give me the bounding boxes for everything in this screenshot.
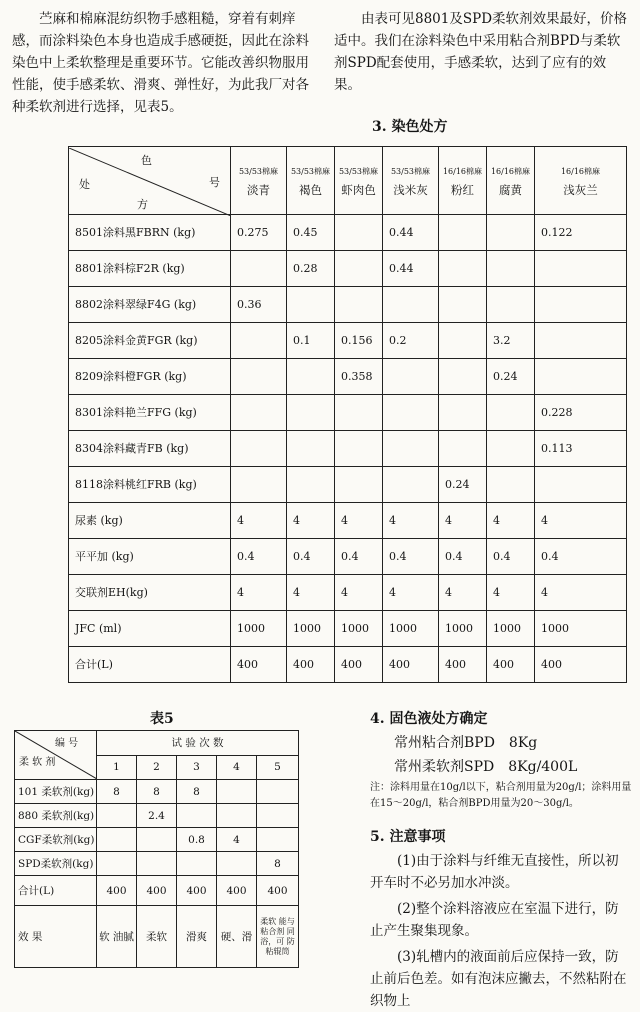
table-cell: 400 [535,647,627,683]
dye-recipe-table [68,146,627,683]
table-cell [439,251,487,287]
table-cell: 8 [97,780,137,804]
table-cell [335,467,383,503]
table-row [69,611,627,647]
table-cell: 400 [137,876,177,906]
row-label: 8802涂料翠绿F4G (kg) [69,287,231,323]
table-cell [335,431,383,467]
table-cell: 0.113 [535,431,627,467]
table-cell: 1000 [487,611,535,647]
table-row [15,906,299,968]
intro-paragraph-right: 由表可见8801及SPD柔软剂效果最好，价格适中。我们在涂料染色中采用粘合剂BPD与柔软剂SPD配套使用，手感柔软，达到了应有的效果。 [334,11,628,93]
color-column-header: 16/16棉麻 腐黄 [487,147,535,215]
table-cell: 0.28 [287,251,335,287]
table-cell: 0.36 [231,287,287,323]
table5-corner-number: 编 号 [55,738,79,749]
table-cell: 400 [177,876,217,906]
fixing-note: 注：涂料用量在10g/l以下，粘合剂用量为20g/l；涂料用量在15～20g/l，粘合剂BPD用量为20～30g/l。 [370,782,632,809]
table-cell [535,359,627,395]
intro-paragraph-left: 苎麻和棉麻混纺织物手感粗糙，穿着有刺痒感，而涂料染色本身也造成手感硬挺，因此在涂料染色中上柔软整理是重要环节。它能改善织物服用性能，使手感柔软、滑爽、弹性好，为此我厂对各种柔软剂进行选择，见表5。 [12,11,309,115]
table-cell: 滑爽 [177,906,217,968]
row-label: JFC (ml) [69,611,231,647]
table-cell: 0.24 [487,359,535,395]
table-cell [177,852,217,876]
table-cell: 柔软 [137,906,177,968]
table-cell: 0.45 [287,215,335,251]
table-cell [231,431,287,467]
table-cell: 0.44 [383,251,439,287]
table-cell: 4 [487,575,535,611]
table-cell: 400 [97,876,137,906]
color-column-header: 16/16棉麻 粉红 [439,147,487,215]
precaution-item-2: (2)整个涂料溶液应在室温下进行，防止产生聚集现象。 [370,901,619,939]
table-cell: 8 [177,780,217,804]
table-cell: 1000 [231,611,287,647]
table-cell: 0.275 [231,215,287,251]
table-cell: 0.2 [383,323,439,359]
row-label: 880 柔软剂(kg) [15,804,97,828]
trial-number: 5 [257,755,299,780]
precautions-heading: 5. 注意事项 [370,829,446,845]
fixing-recipe-heading: 4. 固色液处方确定 [370,711,488,727]
table-cell [287,359,335,395]
table-cell [487,431,535,467]
table-cell [335,395,383,431]
table-cell [177,804,217,828]
table-cell: 0.156 [335,323,383,359]
table-cell: 400 [335,647,383,683]
trial-number: 2 [137,755,177,780]
color-column-header: 53/53棉麻 褐色 [287,147,335,215]
table-cell: 1000 [383,611,439,647]
table-cell: 0.358 [335,359,383,395]
table-row [15,804,299,828]
table-cell [535,467,627,503]
table-cell [137,828,177,852]
trial-count-header: 试 验 次 数 [97,731,299,756]
table-row [69,575,627,611]
table-cell: 4 [383,575,439,611]
table-cell: 4 [335,503,383,539]
corner-recipe-label: 处 [79,177,90,191]
table-cell [335,215,383,251]
table-row [69,287,627,323]
table-cell: 4 [287,575,335,611]
row-label: 合计(L) [15,876,97,906]
row-label: 效 果 [15,906,97,968]
table-row [69,395,627,431]
row-label: 8209涂料橙FGR (kg) [69,359,231,395]
fixing-binder-line: 常州粘合剂BPD 8Kg [394,735,538,751]
table-cell [383,467,439,503]
table-cell [335,287,383,323]
table-cell: 400 [383,647,439,683]
table-cell [383,395,439,431]
table-cell [287,467,335,503]
table-cell [137,852,177,876]
table5-corner-softener: 柔 软 剂 [19,757,56,768]
table-cell [487,251,535,287]
table-cell: 4 [231,503,287,539]
table-cell: 1000 [439,611,487,647]
corner-number-label: 号 [209,175,220,189]
table-row [69,503,627,539]
table-cell: 0.4 [535,539,627,575]
table-cell: 0.8 [177,828,217,852]
row-label: 尿素 (kg) [69,503,231,539]
row-label: 8801涂料棕F2R (kg) [69,251,231,287]
table-cell [439,431,487,467]
table-cell [217,804,257,828]
table-cell: 4 [217,828,257,852]
table-cell [257,780,299,804]
table-cell [217,852,257,876]
table-cell [487,467,535,503]
table-cell: 4 [439,575,487,611]
table-row [15,828,299,852]
table-cell [257,828,299,852]
precaution-item-3: (3)轧槽内的液面前后应保持一致，防止前后色差。如有泡沫应撇去，不然粘附在织物上 [370,949,627,1009]
table-cell [383,287,439,323]
table-cell [231,323,287,359]
table-row [69,467,627,503]
row-label: 交联剂EH(kg) [69,575,231,611]
color-column-header: 16/16棉麻 浅灰兰 [535,147,627,215]
corner-color-label: 色 [141,153,152,167]
table-cell: 4 [487,503,535,539]
table-row [69,251,627,287]
row-label: 8205涂料金黄FGR (kg) [69,323,231,359]
table-cell: 0.122 [535,215,627,251]
table-cell [257,804,299,828]
table-cell: 0.4 [383,539,439,575]
table-row [69,647,627,683]
table-cell [231,251,287,287]
table-cell [287,287,335,323]
corner-formula-label: 方 [137,197,148,211]
row-label: 101 柔软剂(kg) [15,780,97,804]
table-cell [231,467,287,503]
table-row [69,359,627,395]
table-cell: 4 [231,575,287,611]
table-cell [439,359,487,395]
table-cell: 0.44 [383,215,439,251]
table-cell [487,395,535,431]
table-cell [535,323,627,359]
table-cell: 0.1 [287,323,335,359]
table-row [15,780,299,804]
row-label: 8118涂料桃红FRB (kg) [69,467,231,503]
table-cell [439,215,487,251]
table-cell: 400 [217,876,257,906]
table-cell: 400 [257,876,299,906]
table-cell [439,395,487,431]
table-cell: 3.2 [487,323,535,359]
table-cell [231,395,287,431]
fixing-softener-line: 常州柔软剂SPD 8Kg/400L [394,759,578,775]
table-cell: 0.24 [439,467,487,503]
trial-number: 4 [217,755,257,780]
trial-number: 1 [97,755,137,780]
table-cell: 0.4 [231,539,287,575]
table-cell [231,359,287,395]
table-cell: 硬、滑 [217,906,257,968]
table-cell: 400 [287,647,335,683]
table5-title: 表5 [150,711,174,727]
softener-trial-table [14,730,299,968]
table-cell: 0.4 [287,539,335,575]
row-label: SPD柔软剂(kg) [15,852,97,876]
table-cell [439,287,487,323]
table-cell: 4 [335,575,383,611]
table-cell: 400 [439,647,487,683]
table-cell: 1000 [287,611,335,647]
table-cell [97,852,137,876]
table-cell [535,287,627,323]
table-cell [287,395,335,431]
table-cell: 软 油腻 [97,906,137,968]
table-cell: 4 [535,575,627,611]
table-cell [217,780,257,804]
dye-table-corner [69,147,231,215]
table-cell [97,828,137,852]
table-cell [97,804,137,828]
table-cell: 1000 [335,611,383,647]
table-cell: 400 [231,647,287,683]
table-cell: 4 [439,503,487,539]
row-label: 8501涂料黑FBRN (kg) [69,215,231,251]
color-column-header: 53/53棉麻 淡青 [231,147,287,215]
table-row [69,323,627,359]
table-cell: 0.228 [535,395,627,431]
table-cell: 0.4 [335,539,383,575]
table-cell [383,359,439,395]
table-cell: 4 [287,503,335,539]
color-column-header: 53/53棉麻 虾肉色 [335,147,383,215]
trial-number: 3 [177,755,217,780]
dye-recipe-heading: 3. 染色处方 [372,119,448,135]
table-cell: 4 [383,503,439,539]
table-cell [335,251,383,287]
table-row [15,876,299,906]
color-column-header: 53/53棉麻 浅米灰 [383,147,439,215]
table-cell: 柔软 能与粘合剂 同浴，可 防粘辊筒 [257,906,299,968]
table-cell: 8 [257,852,299,876]
row-label: 合计(L) [69,647,231,683]
table-row [15,852,299,876]
table-cell [383,431,439,467]
table-cell: 0.4 [487,539,535,575]
table-cell: 0.4 [439,539,487,575]
table5-corner [15,731,97,780]
row-label: 8301涂料艳兰FFG (kg) [69,395,231,431]
table-cell [535,251,627,287]
table-row [69,215,627,251]
table-cell [487,287,535,323]
precaution-item-1: (1)由于涂料与纤维无直接性，所以初开车时不必另加水冲淡。 [370,853,619,891]
table-cell: 4 [535,503,627,539]
row-label: 8304涂料藏青FB (kg) [69,431,231,467]
table-row [69,539,627,575]
table-cell: 8 [137,780,177,804]
table-row [69,431,627,467]
table-cell [287,431,335,467]
table-cell: 2.4 [137,804,177,828]
table-cell: 400 [487,647,535,683]
table-cell [439,323,487,359]
table-cell [487,215,535,251]
table-cell: 1000 [535,611,627,647]
row-label: 平平加 (kg) [69,539,231,575]
row-label: CGF柔软剂(kg) [15,828,97,852]
